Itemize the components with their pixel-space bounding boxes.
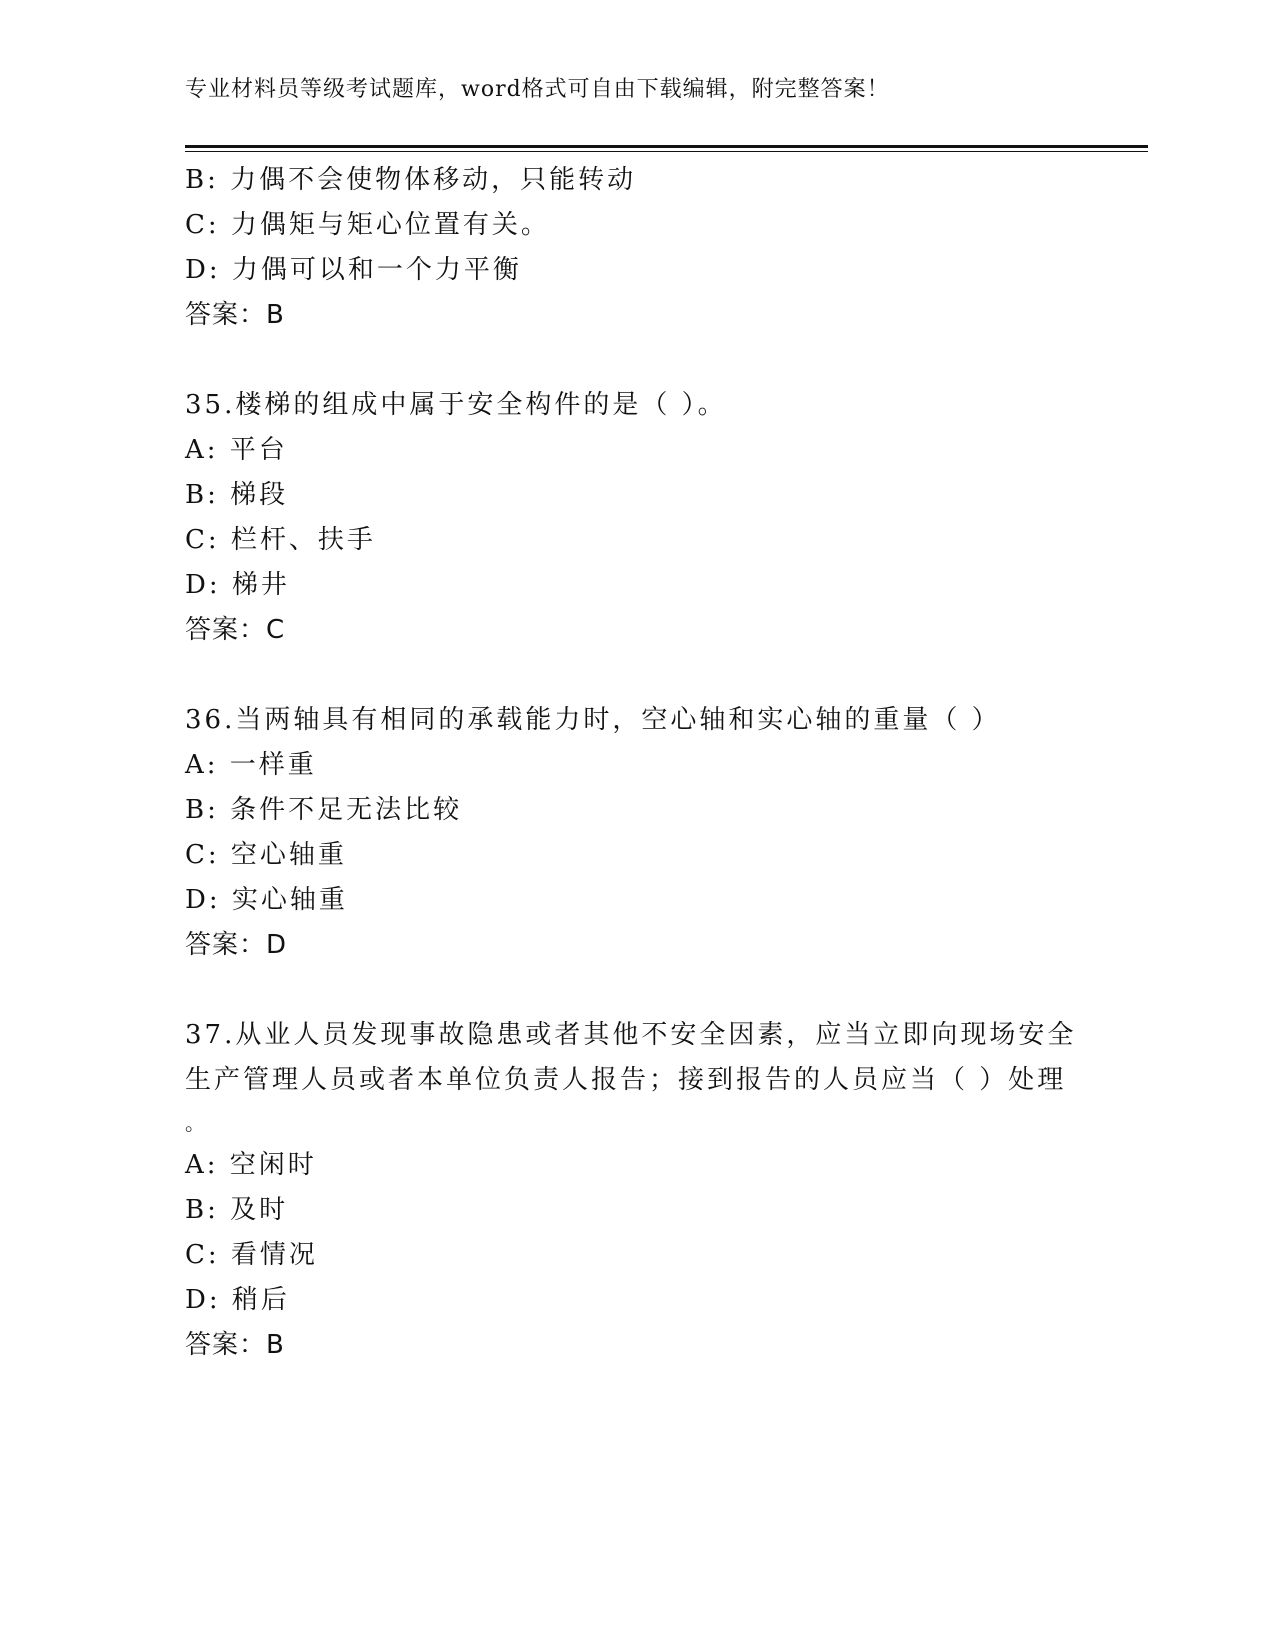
question-36: [185, 698, 1085, 968]
option-d: D: 实心轴重: [185, 885, 348, 915]
answer: 答案：C: [185, 615, 286, 645]
question-text-tail: 。: [185, 1111, 208, 1135]
question-34-tail: [185, 158, 1085, 338]
option-d: D: 梯井: [185, 570, 290, 600]
question-35: [185, 383, 1085, 653]
option-a: A: 空闲时: [185, 1150, 317, 1180]
answer: 答案：B: [185, 300, 285, 330]
header-rule-thin: [185, 151, 1148, 152]
question-37: [185, 1013, 1085, 1368]
option-b: B: 及时: [185, 1195, 289, 1225]
option-d: D: 力偶可以和一个力平衡: [185, 255, 522, 285]
option-a: A: 平台: [185, 435, 288, 465]
option-c: C: 空心轴重: [185, 840, 347, 870]
header-rule-thick: [185, 145, 1148, 148]
answer: 答案：D: [185, 930, 288, 960]
option-a: A: 一样重: [185, 750, 317, 780]
option-b: B: 力偶不会使物体移动，只能转动: [185, 165, 637, 195]
option-b: B: 梯段: [185, 480, 289, 510]
question-text-line-2: 生产管理人员或者本单位负责人报告；接到报告的人员应当（ ）处理: [185, 1065, 1067, 1095]
answer: 答案：B: [185, 1330, 285, 1360]
document-body: [185, 158, 1085, 1368]
option-d: D: 稍后: [185, 1285, 290, 1315]
question-text: 36.当两轴具有相同的承载能力时，空心轴和实心轴的重量（ ）: [185, 705, 1001, 735]
option-c: C: 栏杆、扶手: [185, 525, 376, 555]
option-c: C: 看情况: [185, 1240, 318, 1270]
question-text: 35.楼梯的组成中属于安全构件的是（ ）。: [185, 390, 727, 420]
option-b: B: 条件不足无法比较: [185, 795, 463, 825]
document-header: 专业材料员等级考试题库，word格式可自由下载编辑，附完整答案！: [185, 77, 890, 102]
question-text-line-1: 37.从业人员发现事故隐患或者其他不安全因素，应当立即向现场安全: [185, 1020, 1077, 1050]
option-c: C: 力偶矩与矩心位置有关。: [185, 210, 550, 240]
